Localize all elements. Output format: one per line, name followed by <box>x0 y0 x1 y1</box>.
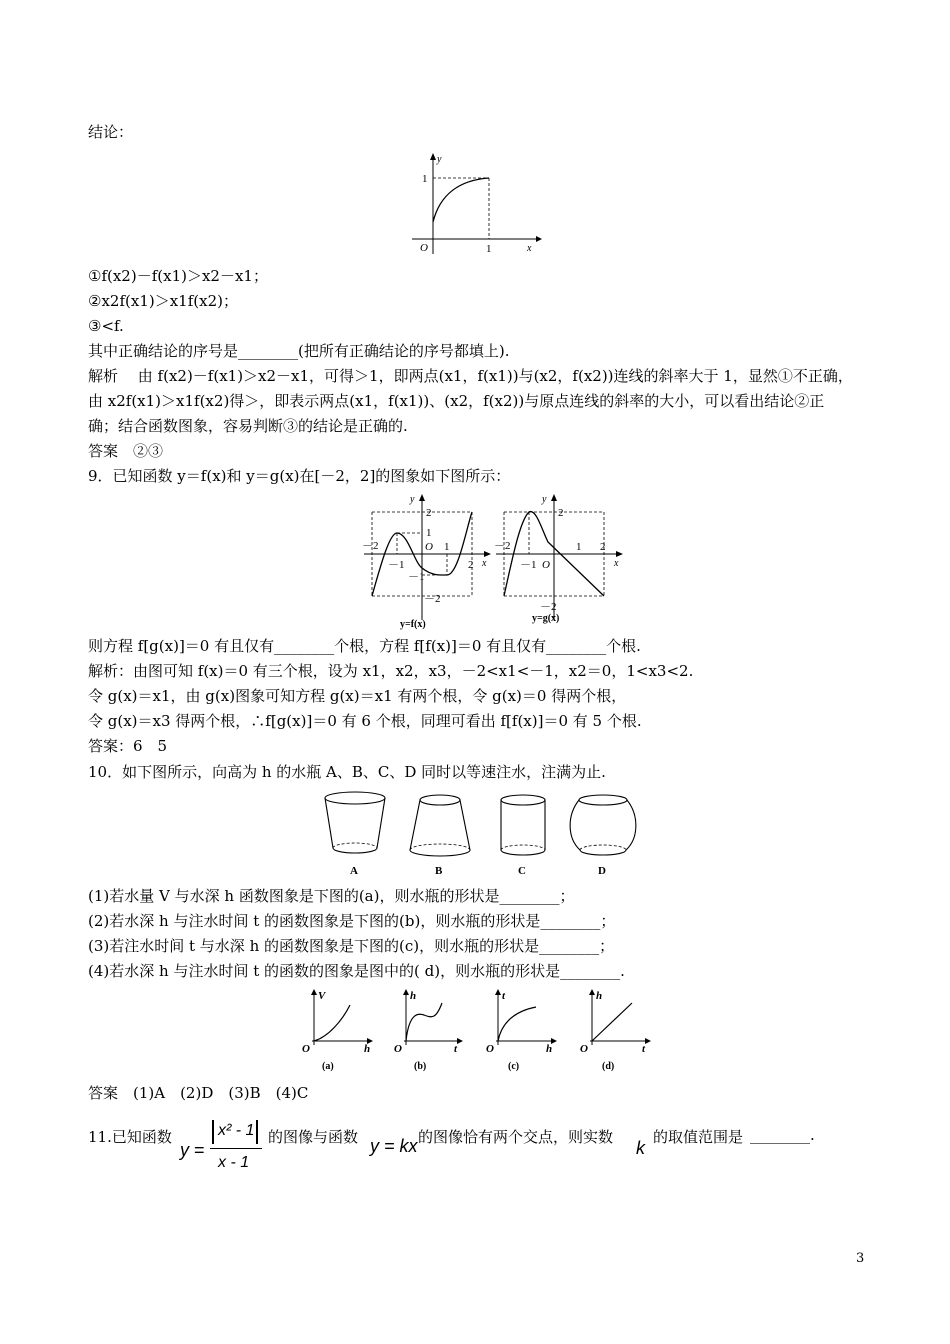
graph-d-caption: (d) <box>602 1061 615 1072</box>
f-tick-ym2: －2 <box>424 593 441 605</box>
question-10-part-2: (2)若水深 h 与注水时间 t 的函数图象是下图的(b)，则水瓶的形状是________； <box>88 912 616 930</box>
statement-1: ①f(x2)－f(x1)＞x2－x1； <box>88 267 268 285</box>
bottle-b <box>410 795 470 877</box>
statement-3: ③<f. <box>88 317 124 335</box>
g-tick-y2: 2 <box>558 507 564 519</box>
graph-a-origin: O <box>302 1043 310 1055</box>
graph-c-origin: O <box>486 1043 494 1055</box>
origin-label: O <box>420 242 428 254</box>
g-origin: O <box>542 559 550 571</box>
q11-k: k <box>636 1138 645 1158</box>
q11-equals: = <box>194 1140 205 1160</box>
f-tick-y1: 1 <box>426 527 432 539</box>
graph-b <box>394 989 463 1072</box>
graph-d-x-label: t <box>642 1043 646 1055</box>
graph-b-origin: O <box>394 1043 402 1055</box>
answer-10: 答案 (1)A (2)D (3)B (4)C <box>88 1084 309 1102</box>
conclusion-heading: 结论： <box>88 123 134 141</box>
g-tick-x2: 2 <box>600 541 606 553</box>
q11-fraction <box>210 1118 262 1178</box>
f-tick-y2: 2 <box>426 507 432 519</box>
y-axis-label: y <box>437 154 442 165</box>
graph-d-origin: O <box>580 1043 588 1055</box>
f-tick-x2: 2 <box>468 559 474 571</box>
q11-numerator: x² - 1 <box>218 1122 255 1139</box>
graph-d <box>580 989 651 1072</box>
g-tick-xm1: －1 <box>520 559 537 571</box>
graph-a <box>302 989 373 1072</box>
answer-9: 答案：6 5 <box>88 737 168 755</box>
graph-a-caption: (a) <box>322 1061 334 1072</box>
question-10-part-1: (1)若水量 V 与水深 h 函数图象是下图的(a)，则水瓶的形状是________； <box>88 887 575 905</box>
bottle-label-b: B <box>435 865 443 877</box>
g-x-label: x <box>614 558 619 569</box>
x-tick-1: 1 <box>486 243 492 255</box>
question-10: 10．如下图所示，向高为 h 的水瓶 A、B、C、D 同时以等速注水，注满为止. <box>88 763 606 781</box>
answer-8: 答案 ②③ <box>88 442 164 460</box>
bottle-c <box>501 795 545 877</box>
solution-line-2: 由 x2f(x1)＞x1f(x2)得＞，即表示两点(x1，f(x1))、(x2，f(x2))与原点连线的斜率的大小，可以看出结论②正 <box>88 392 825 410</box>
solution-9-line-3: 令 g(x)＝x3 得两个根，∴f[g(x)]＝0 有 6 个根，同理可看出 f[f(x)]＝0 有 5 个根. <box>88 712 642 730</box>
q11-kx: y = kx <box>370 1136 418 1156</box>
question-9: 9．已知函数 y＝f(x)和 y＝g(x)在[－2，2]的图象如下图所示： <box>88 467 511 485</box>
solution-9-line-1: 解析：由图可知 f(x)＝0 有三个根，设为 x1，x2，x3，－2<x1<－1，x2＝0，1<x3<2. <box>88 662 694 680</box>
f-tick-x1: 1 <box>444 541 450 553</box>
g-y-label: y <box>542 494 547 505</box>
bottle-label-a: A <box>350 865 358 877</box>
q11-tail1: 的图像恰有两个交点，则实数 <box>418 1128 614 1146</box>
solution-9-line-2: 令 g(x)＝x1，由 g(x)图象可知方程 g(x)＝x1 有两个根，令 g(x)＝0 得两个根， <box>88 687 627 705</box>
question-10-part-4: (4)若水深 h 与注水时间 t 的函数的图象是图中的( d)，则水瓶的形状是________. <box>88 962 625 980</box>
question-10-part-3: (3)若注水时间 t 与水深 h 的函数图象是下图的(c)，则水瓶的形状是________； <box>88 937 615 955</box>
page-number: 3 <box>856 1251 865 1266</box>
figure-graphs-abcd <box>296 985 666 1077</box>
g-caption: y=g(x) <box>532 613 560 624</box>
bottle-d <box>570 795 636 877</box>
y-tick-1: 1 <box>422 173 428 185</box>
graph-c <box>486 989 557 1072</box>
bottle-a <box>325 792 385 877</box>
graph-c-x-label: h <box>546 1043 553 1055</box>
graph-b-caption: (b) <box>414 1061 427 1072</box>
q11-answer-blank: ________. <box>750 1126 815 1144</box>
f-tick-xm1: －1 <box>388 559 405 571</box>
question-9-prompt: 则方程 f[g(x)]＝0 有且仅有________个根，方程 f[f(x)]＝0 有且仅有________个根. <box>88 637 641 655</box>
f-x-label: x <box>482 558 487 569</box>
graph-c-caption: (c) <box>508 1061 520 1072</box>
f-tick-ym1: －1 <box>408 571 425 583</box>
g-tick-ym2: －2 <box>540 601 557 613</box>
figure-bottles <box>310 790 640 882</box>
graph-d-y-label: h <box>596 990 603 1002</box>
q11-denominator: x - 1 <box>218 1154 250 1171</box>
f-origin: O <box>425 541 433 553</box>
x-axis-label: x <box>527 243 532 254</box>
graph-b-y-label: h <box>410 990 417 1002</box>
question-11 <box>88 1118 848 1182</box>
question-8-prompt: 其中正确结论的序号是________(把所有正确结论的序号都填上). <box>88 342 510 360</box>
graph-c-y-label: t <box>502 990 506 1002</box>
statement-2: ②x2f(x1)＞x1f(x2)； <box>88 292 238 310</box>
figure-f-graph <box>360 490 496 630</box>
g-tick-x1: 1 <box>576 541 582 553</box>
graph-b-x-label: t <box>454 1043 458 1055</box>
solution-line-1: 解析 由 f(x2)－f(x1)＞x2－x1，可得＞1，即两点(x1，f(x1))与(x2，f(x2))连线的斜率大于 1，显然①不正确， <box>88 367 853 385</box>
figure-curve-graph <box>408 150 542 258</box>
f-caption: y=f(x) <box>400 619 426 630</box>
g-tick-xm2: －2 <box>494 540 511 552</box>
bottle-label-c: C <box>518 865 526 877</box>
q11-tail2: 的取值范围是 <box>653 1128 744 1146</box>
q11-prefix: 11.已知函数 <box>88 1128 172 1146</box>
graph-a-y-label: V <box>318 990 326 1002</box>
figure-g-graph <box>492 490 628 630</box>
f-y-label: y <box>410 494 415 505</box>
q11-mid: 的图像与函数 <box>268 1128 359 1146</box>
graph-a-x-label: h <box>364 1043 371 1055</box>
solution-line-3: 确；结合函数图象，容易判断③的结论是正确的. <box>88 417 408 435</box>
bottle-label-d: D <box>598 865 606 877</box>
f-tick-xm2: －2 <box>362 540 379 552</box>
q11-y: y <box>180 1140 189 1160</box>
